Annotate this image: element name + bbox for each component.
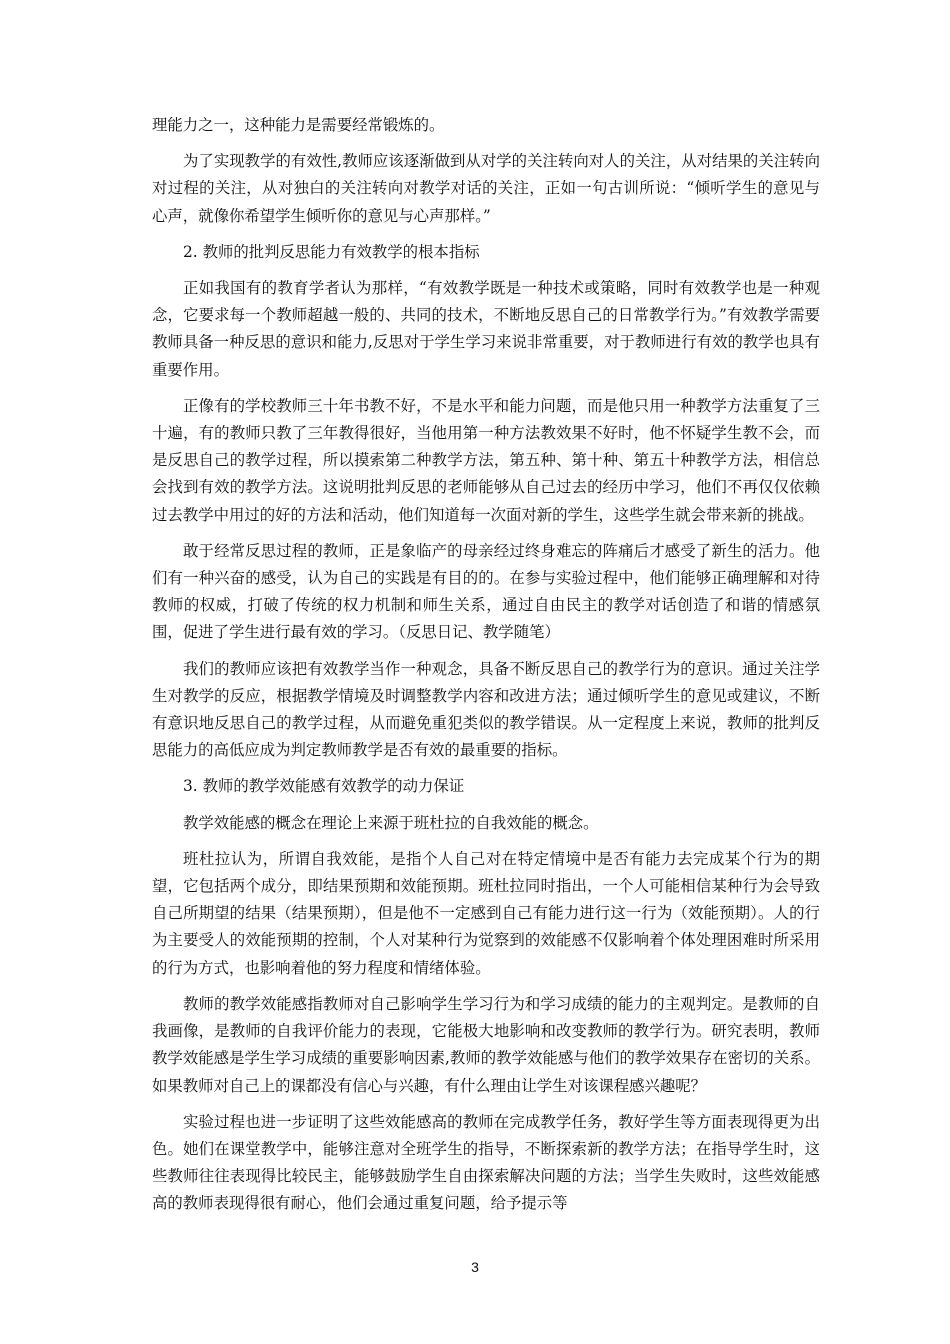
body-text	[152, 112, 820, 1227]
section-heading-3: 3. 教师的教学效能感有效教学的动力保证	[183, 777, 465, 796]
section-heading-2: 2. 教师的批判反思能力有效教学的根本指标	[183, 242, 480, 261]
paragraph-7: 教学效能感的概念在理论上来源于班杜拉的自我效能的概念。	[183, 813, 599, 832]
paragraph-5: 敢于经常反思过程的教师，正是象临产的母亲经过终身难忘的阵痛后才感受了新生的活力。他们有一种兴奋的感受，认为自己的实践是有目的的。在参与实验过程中，他们能够正确理解和对待教师的权威，打破了传统的权力机制和师生关系，通过自由民主的教学对话创造了和谐的情感氛围，促进了学生进行最有效的学习。（反思日记、教学随笔）	[152, 541, 820, 642]
page-number: 3	[471, 1259, 479, 1275]
paragraph-1: 理能力之一，这种能力是需要经常锻炼的。	[152, 116, 445, 134]
paragraph-4: 正像有的学校教师三十年书教不好，不是水平和能力问题，而是他只用一种教学方法重复了三十遍，有的教师只教了三年教得很好，当他用第一种方法教效果不好时，他不怀疑学生教不会，而是反思自己的教学过程，所以摸索第二种教学方法，第五种、第十种、第五十种教学方法，相信总会找到有效的教学方法。这说明批判反思的老师能够从自己过去的经历中学习，他们不再仅仅依赖过去教学中用过的好的方法和活动，他们知道每一次面对新的学生，这些学生就会带来新的挑战。	[152, 396, 820, 524]
paragraph-8: 班杜拉认为，所谓自我效能，是指个人自己对在特定情境中是否有能力去完成某个行为的期望，它包括两个成分，即结果预期和效能预期。班杜拉同时指出，一个人可能相信某种行为会导致自己所期望的结果（结果预期），但是他不一定感到自己有能力进行这一行为（效能预期）。人的行为主要受人的效能预期的控制，个人对某种行为觉察到的效能感不仅影响着个体处理困难时所采用的行为方式，也影响着他的努力程度和情绪体验。	[152, 849, 820, 977]
paragraph-10: 实验过程也进一步证明了这些效能感高的教师在完成教学任务，教好学生等方面表现得更为出色。她们在课堂教学中，能够注意对全班学生的指导，不断探索新的教学方法；在指导学生时，这些教师往往表现得比较民主，能够鼓励学生自由探索解决问题的方法；当学生失败时，这些效能感高的教师表现得很有耐心，他们会通过重复问题，给予提示等	[152, 1112, 820, 1213]
paragraph-6: 我们的教师应该把有效教学当作一种观念，具备不断反思自己的教学行为的意识。通过关注学生对教学的反应，根据教学情境及时调整教学内容和改进方法；通过倾听学生的意见或建议，不断有意识地反思自己的教学过程，从而避免重犯类似的教学错误。从一定程度上来说，教师的批判反思能力的高低应成为判定教师教学是否有效的最重要的指标。	[152, 659, 820, 760]
paragraph-2: 为了实现教学的有效性,教师应该逐渐做到从对学的关注转向对人的关注，从对结果的关注转向对过程的关注，从对独白的关注转向对教学对话的关注，正如一句古训所说：“倾听学生的意见与心声，就像你希望学生倾听你的意见与心声那样。”	[152, 152, 820, 225]
paragraph-3: 正如我国有的教育学者认为那样，“有效教学既是一种技术或策略，同时有效教学也是一种观念，它要求每一个教师超越一般的、共同的技术，不断地反思自己的日常教学行为。”有效教学需要教师具备一种反思的意识和能力,反思对于学生学习来说非常重要，对于教师进行有效的教学也具有重要作用。	[152, 279, 820, 379]
paragraph-9: 教师的教学效能感指教师对自己影响学生学习行为和学习成绩的能力的主观判定。是教师的自我画像，是教师的自我评价能力的表现，它能极大地影响和改变教师的教学行为。研究表明，教师教学效能感是学生学习成绩的重要影响因素,教师的教学效能感与他们的教学效果存在密切的关系。如果教师对自己上的课都没有信心与兴趣，有什么理由让学生对该课程感兴趣呢？	[152, 994, 820, 1095]
